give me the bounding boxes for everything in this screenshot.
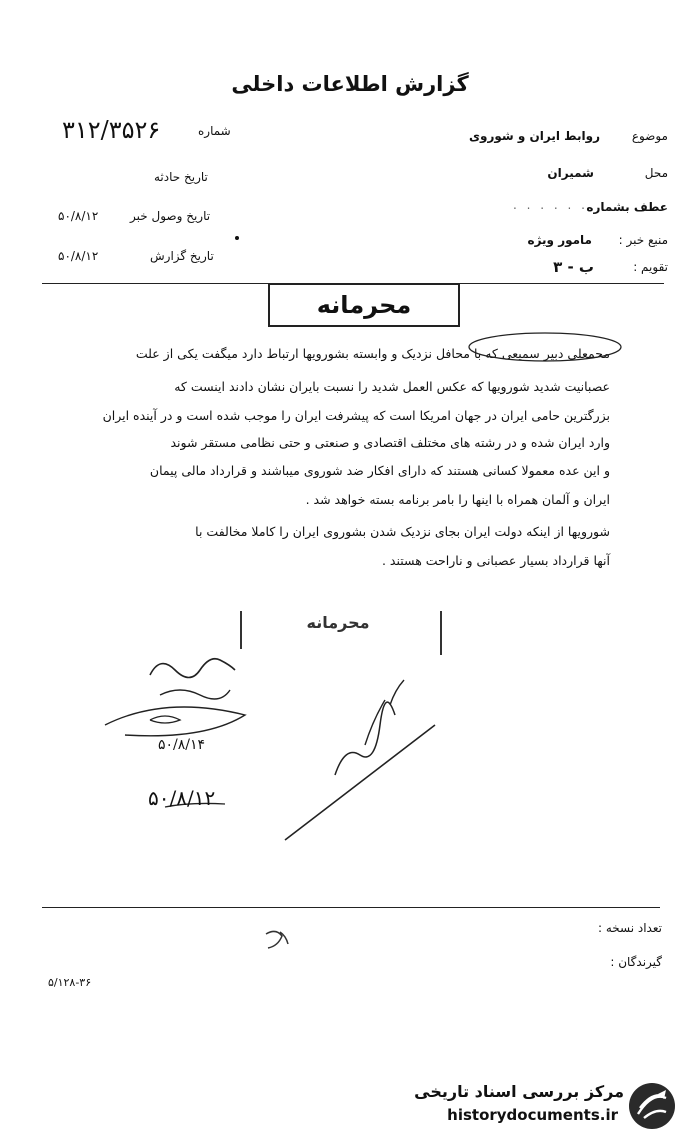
- source-value: مامور ویژه: [527, 233, 592, 247]
- place-label: محل: [644, 166, 668, 180]
- watermark-org-name: مرکز بررسی اسناد تاریخی: [414, 1082, 624, 1101]
- number-label: شماره: [198, 124, 231, 138]
- signature-date-1: ۵۰/۸/۱۴: [158, 737, 206, 753]
- grade-label: تقویم :: [633, 260, 668, 274]
- signature-date-2: ۵۰/۸/۱۲: [148, 786, 216, 810]
- recipients-label: گیرندگان :: [610, 955, 662, 969]
- watermark-url: historydocuments.ir: [447, 1106, 618, 1124]
- report-date-value: ۵۰/۸/۱۲: [58, 249, 99, 263]
- ink-dot: [235, 236, 239, 240]
- grade-value: ب - ۳: [553, 258, 594, 276]
- receipt-date-label: تاریخ وصول خبر: [130, 209, 211, 223]
- copies-label: تعداد نسخه :: [597, 921, 662, 935]
- subject-label: موضوع: [631, 129, 668, 143]
- subject-value: روابط ایران و شوروی: [469, 129, 600, 143]
- reference-label: عطف بشماره: [586, 200, 668, 214]
- body-line-7: شورویها از اینکه دولت ایران بجای نزدیک شدن بشوروی ایران را کاملا مخالفت با: [195, 524, 610, 539]
- watermark: [412, 1080, 682, 1132]
- handwritten-mark: [262, 928, 292, 952]
- body-line-6: ایران و آلمان همراه با اینها را بامر برنامه بسته خواهد شد .: [305, 492, 610, 507]
- body-line-2: عصبانیت شدید شورویها که عکس العمل شدید را نسبت بایران نشان دادند اینست که: [174, 379, 610, 394]
- body-line-8: آنها قرارداد بسیار عصبانی و ناراحت هستند .: [381, 553, 610, 568]
- reference-blank: . . . . . .: [513, 198, 588, 212]
- body-line-5: و این عده معمولا کسانی هستند که دارای افکار ضد شوروی میباشند و قرارداد مالی پیمان: [149, 463, 610, 478]
- place-value: شمیران: [547, 166, 594, 180]
- form-code: ۵/۱۲۸-۳۶: [48, 976, 92, 989]
- document-title: گزارش اطلاعات داخلی: [231, 72, 469, 96]
- report-date-label: تاریخ گزارش: [150, 249, 214, 263]
- receipt-date-value: ۵۰/۸/۱۲: [58, 209, 99, 223]
- document-number: ۳۱۲/۳۵۲۶: [62, 116, 161, 144]
- footer-divider: [42, 907, 660, 908]
- body-line-4: وارد ایران شده و در رشته های مختلف اقتصادی و صنعتی و حتی نظامی مستقر شوند: [170, 435, 610, 450]
- body-line-3: بزرگترین حامی ایران در جهان امریکا است که پیشرفت ایران را موجب شده است و در آینده ایران: [102, 408, 610, 423]
- archive-logo-icon: [626, 1080, 678, 1132]
- stamp-bracket-left: [240, 611, 248, 649]
- classification-label: محرمانه: [316, 291, 412, 319]
- classification-box: [268, 283, 460, 327]
- signature-scribbles: [90, 645, 450, 850]
- confidential-stamp: محرمانه: [306, 613, 370, 632]
- source-label: منبع خبر :: [618, 233, 668, 247]
- name-circle-annotation: [465, 330, 625, 364]
- body-line-1: محمعلی دبیر سمیعی که با محافل نزدیک و وابسته بشورویها ارتباط دارد میگفت یکی از علت: [135, 346, 610, 361]
- event-date-label: تاریخ حادثه: [154, 170, 208, 184]
